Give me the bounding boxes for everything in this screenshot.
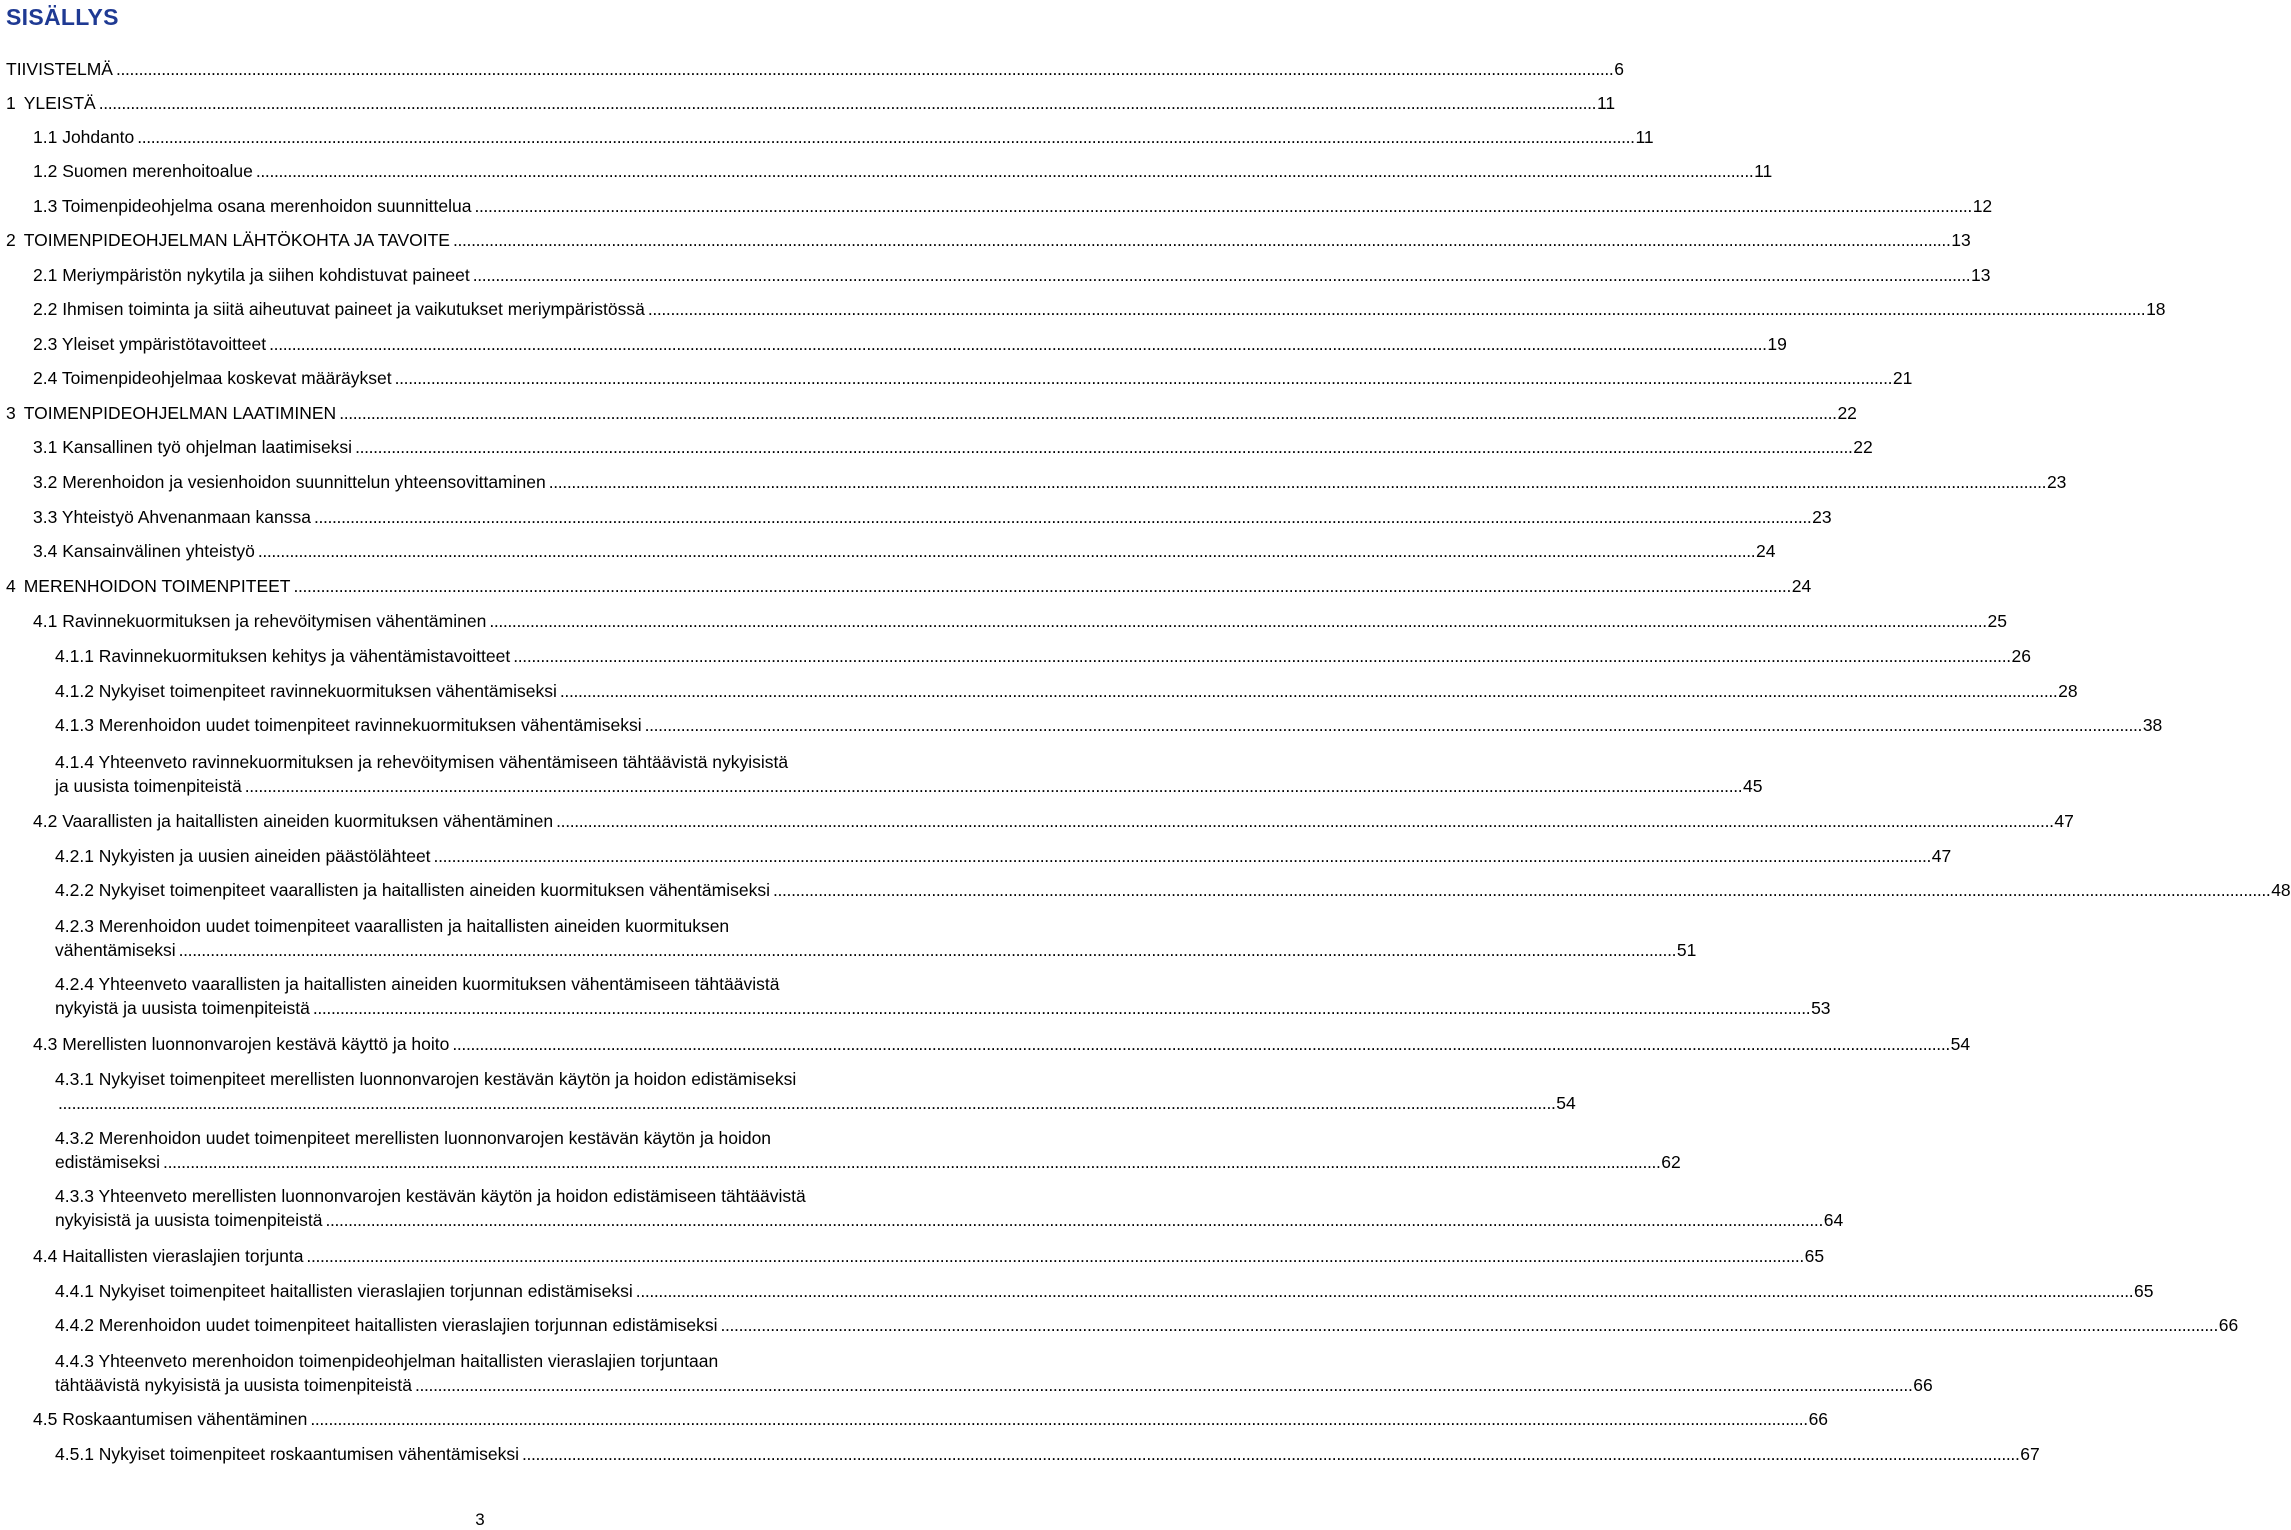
toc-entry-title: nykyistä ja uusista toimenpiteistä	[55, 998, 310, 1018]
dot-leader	[293, 574, 1788, 598]
toc-entry-title: 3.3 Yhteistyö Ahvenanmaan kanssa	[33, 507, 311, 527]
toc-entry-page: 23	[2046, 472, 2067, 492]
toc-entry-page: 67	[2020, 1444, 2040, 1464]
toc-entry-page: 12	[1972, 196, 1993, 216]
toc-entry-title: 4.1 Ravinnekuormituksen ja rehevöitymisen vähentäminen	[33, 611, 487, 631]
toc-entry-title: edistämiseksi	[55, 1152, 161, 1172]
dot-leader	[636, 1279, 2131, 1303]
toc-entry-title-line: 4.2.3 Merenhoidon uudet toimenpiteet vaarallisten ja haitallisten aineiden kuormituksen	[55, 916, 730, 936]
dot-leader	[116, 57, 1611, 81]
toc-entry[interactable]	[33, 1244, 1825, 1268]
toc-entry-title: ja uusista toimenpiteistä	[55, 776, 242, 796]
toc-entry[interactable]	[55, 1313, 2239, 1337]
toc-entry-title: 3.2 Merenhoidon ja vesienhoidon suunnittelun yhteensovittaminen	[33, 472, 546, 492]
toc-entry-page: 54	[1556, 1093, 1576, 1113]
toc-entry-title: MERENHOIDON TOIMENPITEET	[23, 576, 291, 596]
dot-leader	[163, 1150, 1658, 1174]
toc-entry-page: 19	[1767, 334, 1787, 354]
dot-leader	[720, 1313, 2215, 1337]
dot-leader	[452, 1032, 1947, 1056]
toc-entry-number: 2	[6, 230, 16, 250]
toc-entry-page: 38	[2142, 715, 2163, 735]
dot-leader	[560, 679, 2055, 703]
dot-leader	[473, 263, 1968, 287]
toc-entry[interactable]	[33, 263, 1991, 287]
toc-entry-page: 22	[1837, 403, 1857, 423]
toc-entry[interactable]	[33, 194, 1993, 218]
toc-entry-title: 4.1.1 Ravinnekuormituksen kehitys ja vähentämistavoitteet	[55, 646, 511, 666]
dot-leader	[137, 125, 1632, 149]
toc-entry-title: 2.4 Toimenpideohjelmaa koskevat määräykset	[33, 368, 392, 388]
toc-entry[interactable]	[55, 1442, 2040, 1466]
toc-entry-page: 54	[1950, 1034, 1971, 1054]
dot-leader	[453, 228, 1948, 252]
toc-entry-title: 4.5.1 Nykyiset toimenpiteet roskaantumisen vähentämiseksi	[55, 1444, 519, 1464]
toc-entry-page: 11	[1754, 161, 1773, 181]
toc-entry[interactable]	[33, 366, 1913, 390]
toc-entry-page: 53	[1811, 998, 1831, 1018]
toc-entry-title: 4.5 Roskaantumisen vähentäminen	[33, 1409, 308, 1429]
toc-entry[interactable]	[33, 297, 2166, 321]
toc-entry-page: 64	[1823, 1210, 1844, 1230]
toc-entry[interactable]	[55, 844, 1952, 868]
toc-entry[interactable]	[55, 1184, 1844, 1232]
toc-entry[interactable]	[33, 609, 2008, 633]
toc-entry[interactable]	[6, 574, 1812, 598]
toc-entry-page: 24	[1756, 541, 1776, 561]
toc-entry[interactable]	[33, 809, 2074, 833]
toc-entry-title-line: 4.4.3 Yhteenveto merenhoidon toimenpideohjelman haitallisten vieraslajien torjuntaan	[55, 1351, 719, 1371]
toc-entry[interactable]	[55, 1349, 1933, 1397]
toc-entry[interactable]	[55, 644, 2031, 668]
toc-entry-page: 21	[1892, 368, 1913, 388]
toc-entry[interactable]	[33, 125, 1654, 149]
dot-leader	[522, 1442, 2017, 1466]
toc-entry[interactable]	[33, 159, 1773, 183]
toc-entry-page: 26	[2011, 646, 2031, 666]
toc-entry-page: 24	[1791, 576, 1812, 596]
toc-entry-title: 1.3 Toimenpideohjelma osana merenhoidon suunnittelua	[33, 196, 472, 216]
dot-leader	[513, 644, 2008, 668]
toc-entry-page: 45	[1743, 776, 1763, 796]
toc-entry-title-line: 4.1.4 Yhteenveto ravinnekuormituksen ja rehevöitymisen vähentämiseen tähtäävistä nykyisistä	[55, 752, 789, 772]
dot-leader	[245, 774, 1740, 798]
toc-entry-page: 25	[1987, 611, 2008, 631]
toc-entry-page: 11	[1635, 127, 1654, 147]
toc-entry[interactable]	[55, 972, 1831, 1020]
toc-entry-title: 4.1.3 Merenhoidon uudet toimenpiteet ravinnekuormituksen vähentämiseksi	[55, 715, 642, 735]
toc-entry[interactable]	[6, 228, 1971, 252]
toc-entry-page: 28	[2058, 681, 2078, 701]
toc-entry-title-line: 4.3.2 Merenhoidon uudet toimenpiteet merellisten luonnonvarojen kestävän käytön ja hoidon	[55, 1128, 772, 1148]
toc-entry-title: nykyisistä ja uusista toimenpiteistä	[55, 1210, 323, 1230]
dot-leader	[395, 366, 1890, 390]
dot-leader	[313, 996, 1808, 1020]
dot-leader	[474, 194, 1969, 218]
toc-entry[interactable]	[33, 505, 1832, 529]
toc-entry[interactable]	[55, 914, 1697, 962]
dot-leader	[773, 878, 2268, 902]
toc-entry-title: TOIMENPIDEOHJELMAN LÄHTÖKOHTA JA TAVOITE	[23, 230, 450, 250]
toc-entry-page: 18	[2146, 299, 2166, 319]
toc-entry-page: 13	[1970, 265, 1991, 285]
toc-entry-page: 48	[2271, 880, 2291, 900]
toc-entry-title-line: 4.3.1 Nykyiset toimenpiteet merellisten luonnonvarojen kestävän käytön ja hoidon edistämiseksi	[55, 1069, 797, 1089]
toc-entry-page: 11	[1596, 93, 1616, 113]
toc-entry-page: 66	[1913, 1375, 1933, 1395]
toc-entry-title: 1.1 Johdanto	[33, 127, 135, 147]
dot-leader	[269, 332, 1764, 356]
page-number: 3	[475, 1510, 485, 1529]
toc-entry[interactable]	[55, 679, 2078, 703]
toc-entry-page: 62	[1661, 1152, 1681, 1172]
toc-entry-page: 13	[1951, 230, 1971, 250]
dot-leader	[489, 609, 1984, 633]
toc-entry-title: TOIMENPIDEOHJELMAN LAATIMINEN	[23, 403, 337, 423]
dot-leader	[314, 505, 1809, 529]
toc-entry-title: 4.4 Haitallisten vieraslajien torjunta	[33, 1246, 304, 1266]
toc-entry[interactable]	[55, 878, 2291, 902]
toc-entry-title-line: 4.3.3 Yhteenveto merellisten luonnonvarojen kestävän käytön ja hoidon edistämiseen tähtäävistä	[55, 1186, 806, 1206]
dot-leader	[325, 1208, 1820, 1232]
toc-entry-title: 4.2 Vaarallisten ja haitallisten aineiden kuormituksen vähentäminen	[33, 811, 554, 831]
toc-entry-title: 3.4 Kansainvälinen yhteistyö	[33, 541, 255, 561]
toc-entry[interactable]	[33, 332, 1787, 356]
toc-entry-title: TIIVISTELMÄ	[6, 59, 113, 79]
toc-entry-title: 2.1 Meriympäristön nykytila ja siihen kohdistuvat paineet	[33, 265, 470, 285]
toc-entry-title: 4.1.2 Nykyiset toimenpiteet ravinnekuormituksen vähentämiseksi	[55, 681, 557, 701]
dot-leader	[258, 539, 1753, 563]
toc-entry[interactable]	[6, 91, 1616, 115]
toc-entry-title: 4.3 Merellisten luonnonvarojen kestävä käyttö ja hoito	[33, 1034, 450, 1054]
toc-entry[interactable]	[33, 470, 2067, 494]
toc-entry-page: 47	[2054, 811, 2074, 831]
dot-leader	[556, 809, 2051, 833]
toc-entry[interactable]	[33, 435, 1873, 459]
toc-entry[interactable]	[55, 1279, 2154, 1303]
toc-entry[interactable]	[33, 539, 1776, 563]
toc-entry-page: 65	[1804, 1246, 1825, 1266]
dot-leader	[310, 1407, 1805, 1431]
toc-entry-page: 22	[1853, 437, 1873, 457]
dot-leader	[648, 297, 2143, 321]
dot-leader	[99, 91, 1594, 115]
toc-entry-page: 51	[1676, 940, 1697, 960]
toc-entry[interactable]	[55, 1067, 1576, 1115]
toc-entry-title-line: 4.2.4 Yhteenveto vaarallisten ja haitallisten aineiden kuormituksen vähentämiseen tähtäävistä	[55, 974, 780, 994]
toc-entry-title: YLEISTÄ	[23, 93, 96, 113]
page-title: SISÄLLYS	[6, 4, 119, 30]
dot-leader	[256, 159, 1751, 183]
toc-entry-title: 4.4.1 Nykyiset toimenpiteet haitallisten vieraslajien torjunnan edistämiseksi	[55, 1281, 633, 1301]
toc-entry-title: 4.2.1 Nykyisten ja uusien aineiden päästölähteet	[55, 846, 431, 866]
dot-leader	[434, 844, 1929, 868]
dot-leader	[179, 938, 1674, 962]
toc-entry-page: 23	[1812, 507, 1832, 527]
toc-entry[interactable]	[6, 57, 1624, 81]
toc-entry-title: 2.2 Ihmisen toiminta ja siitä aiheutuvat paineet ja vaikutukset meriympäristössä	[33, 299, 645, 319]
toc-entry-number: 3	[6, 403, 16, 423]
dot-leader	[306, 1244, 1801, 1268]
dot-leader	[549, 470, 2044, 494]
toc-entry-title: 4.4.2 Merenhoidon uudet toimenpiteet haitallisten vieraslajien torjunnan edistämiseksi	[55, 1315, 718, 1335]
toc-entry[interactable]	[33, 1032, 1971, 1056]
toc-entry-title: 4.2.2 Nykyiset toimenpiteet vaarallisten ja haitallisten aineiden kuormituksen vähentämiseksi	[55, 880, 770, 900]
toc-entry-title: tähtäävistä nykyisistä ja uusista toimenpiteistä	[55, 1375, 412, 1395]
toc-entry[interactable]	[33, 1407, 1829, 1431]
dot-leader	[645, 713, 2140, 737]
toc-entry-title: 2.3 Yleiset ympäristötavoitteet	[33, 334, 267, 354]
toc-entry[interactable]	[55, 1126, 1681, 1174]
toc-entry-page: 65	[2134, 1281, 2154, 1301]
toc-entry-page: 66	[2218, 1315, 2239, 1335]
toc-entry[interactable]	[55, 713, 2163, 737]
toc-entry-title: 1.2 Suomen merenhoitoalue	[33, 161, 253, 181]
toc-entry-number: 1	[6, 93, 16, 113]
toc-entry-page: 66	[1808, 1409, 1829, 1429]
dot-leader	[415, 1373, 1910, 1397]
dot-leader	[355, 435, 1850, 459]
dot-leader	[339, 401, 1834, 425]
toc-entry[interactable]	[55, 750, 1763, 798]
toc-entry-title: vähentämiseksi	[55, 940, 176, 960]
toc-entry-number: 4	[6, 576, 16, 596]
dot-leader	[58, 1091, 1553, 1115]
toc-entry[interactable]	[6, 401, 1857, 425]
toc-entry-title: 3.1 Kansallinen työ ohjelman laatimiseksi	[33, 437, 353, 457]
toc-entry-page: 47	[1931, 846, 1952, 866]
toc-entry-page: 6	[1614, 59, 1624, 79]
